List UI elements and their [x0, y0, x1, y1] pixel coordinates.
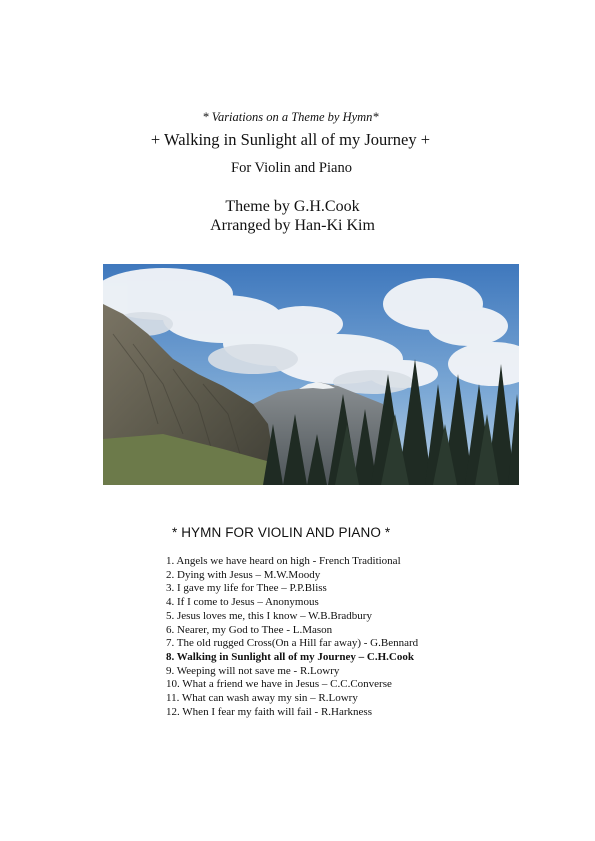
hymn-list-item-current: 8. Walking in Sunlight all of my Journey – C.H.Cook [166, 650, 414, 663]
instrumentation-line: For Violin and Piano [231, 160, 352, 176]
credits-block [0, 197, 595, 235]
hymn-list-item: 1. Angels we have heard on high - French Traditional [166, 555, 401, 567]
hymn-list-item: 3. I gave my life for Thee – P.P.Bliss [166, 582, 327, 595]
hymn-list-item: 11. What can wash away my sin – R.Lowry [166, 692, 358, 705]
hymn-list-item: 6. Nearer, my God to Thee - L.Mason [166, 623, 333, 636]
collection-heading: * HYMN FOR VIOLIN AND PIANO * [172, 525, 391, 540]
hymn-list-item: 12. When I fear my faith will fail - R.Harkness [166, 705, 372, 718]
landscape-photo [103, 264, 519, 485]
hymn-list-item: 2. Dying with Jesus – M.W.Moody [166, 568, 321, 581]
piece-title: + Walking in Sunlight all of my Journey + [150, 130, 431, 149]
hymn-list-item: 7. The old rugged Cross(On a Hill far away) - G.Bennard [166, 637, 419, 650]
hymn-list-item: 10. What a friend we have in Jesus – C.C.Converse [166, 678, 392, 691]
hymn-list-item: 4. If I come to Jesus – Anonymous [166, 596, 319, 609]
arranger-credit: Arranged by Han-Ki Kim [210, 217, 375, 234]
hymn-list-item: 9. Weeping will not save me - R.Lowry [166, 664, 340, 677]
theme-credit: Theme by G.H.Cook [225, 198, 360, 215]
series-subtitle: * Variations on a Theme by Hymn* [202, 110, 379, 124]
hymn-list [166, 555, 418, 719]
hymn-list-item: 5. Jesus loves me, this I know – W.B.Bradbury [166, 609, 372, 622]
